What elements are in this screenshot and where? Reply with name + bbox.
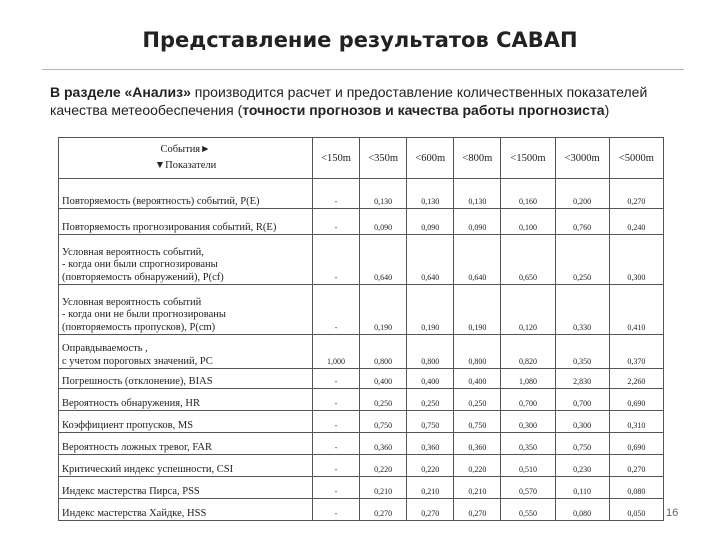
row-label-line: Повторяемость (вероятность) событий, P(E) [62, 195, 260, 207]
table-cell: 0,220 [407, 455, 454, 477]
table-cell: 0,190 [360, 285, 407, 335]
table-cell: - [313, 285, 360, 335]
table-cell: 0,370 [609, 335, 663, 369]
table-cell: 0,080 [609, 477, 663, 499]
table-cell: 0,800 [454, 335, 501, 369]
table-cell: 0,220 [454, 455, 501, 477]
table-cell: 0,120 [501, 285, 555, 335]
table-cell: 0,130 [454, 179, 501, 209]
table-cell: 2,830 [555, 369, 609, 389]
table-cell: 0,270 [609, 179, 663, 209]
table-cell: 0,300 [555, 411, 609, 433]
row-label [59, 477, 313, 499]
row-label-line: Коэффициент пропусков, MS [62, 419, 194, 431]
table-cell: 0,210 [360, 477, 407, 499]
table-row [59, 369, 664, 389]
table-row [59, 235, 664, 285]
table-cell: 0,270 [407, 499, 454, 521]
table-cell: 0,690 [609, 389, 663, 411]
column-header: <350m [360, 138, 407, 179]
table-row [59, 455, 664, 477]
table-cell: 0,090 [454, 209, 501, 235]
table-cell: 0,350 [555, 335, 609, 369]
table-cell: 0,270 [454, 499, 501, 521]
row-label [59, 335, 313, 369]
table-row [59, 433, 664, 455]
row-label [59, 235, 313, 285]
table-cell: 0,350 [501, 433, 555, 455]
table-cell: - [313, 433, 360, 455]
column-header: <800m [454, 138, 501, 179]
row-label [59, 389, 313, 411]
table-cell: 0,250 [360, 389, 407, 411]
table-row [59, 335, 664, 369]
row-label-line: - когда они не были прогнозированы [62, 309, 226, 320]
table-cell: - [313, 499, 360, 521]
column-header: <600m [407, 138, 454, 179]
row-label-line: - когда они были спрогнозированы [62, 259, 218, 270]
table-cell: 0,220 [360, 455, 407, 477]
table-row [59, 285, 664, 335]
table-cell: 0,510 [501, 455, 555, 477]
table-cell: 0,820 [501, 335, 555, 369]
row-label-line: с учетом пороговых значений, PC [62, 355, 213, 367]
table-cell: - [313, 477, 360, 499]
table-cell: 0,750 [407, 411, 454, 433]
table-cell: 0,090 [360, 209, 407, 235]
table-cell: 0,100 [501, 209, 555, 235]
column-header: <150m [313, 138, 360, 179]
column-header: <1500m [501, 138, 555, 179]
table-cell: - [313, 411, 360, 433]
row-label-line: Условная вероятность событий, [62, 246, 204, 258]
row-label [59, 455, 313, 477]
table-cell: 0,360 [454, 433, 501, 455]
table-cell: 0,550 [501, 499, 555, 521]
row-label [59, 499, 313, 521]
row-label-line: (повторяемость пропусков), P(cm) [62, 321, 216, 333]
table-cell: 0,270 [360, 499, 407, 521]
table-cell: 0,750 [360, 411, 407, 433]
table-cell: 1,000 [313, 335, 360, 369]
table-body [59, 179, 664, 521]
row-label-line: Оправдываемость , [62, 343, 148, 354]
table-cell: 0,760 [555, 209, 609, 235]
row-label-line: Индекс мастерства Пирса, PSS [62, 485, 200, 497]
table-cell: 0,230 [555, 455, 609, 477]
column-header: <3000m [555, 138, 609, 179]
row-label-line: Критический индекс успешности, CSI [62, 463, 234, 475]
title-divider [42, 69, 684, 70]
table-cell: 0,700 [501, 389, 555, 411]
page-number: 16 [666, 507, 679, 519]
table-cell: - [313, 235, 360, 285]
table-cell: 0,240 [609, 209, 663, 235]
table-cell: 0,250 [454, 389, 501, 411]
table-cell: 0,250 [555, 235, 609, 285]
row-label-line: Вероятность обнаружения, HR [62, 397, 200, 409]
table-row [59, 411, 664, 433]
table-cell: 0,690 [609, 433, 663, 455]
table-cell: - [313, 389, 360, 411]
slide-title: Представление результатов САВАП [142, 28, 578, 52]
table-cell: - [313, 179, 360, 209]
intro-paragraph [50, 83, 660, 119]
intro-text: производится расчет и предоставление количественных показателей качества метеообеспечения ( [50, 84, 648, 118]
table-row [59, 499, 664, 521]
table-cell: 0,750 [555, 433, 609, 455]
intro-text-end: ) [604, 102, 610, 118]
table-cell: 0,130 [360, 179, 407, 209]
table-cell: 0,640 [360, 235, 407, 285]
table-cell: 0,310 [609, 411, 663, 433]
row-label-line: (повторяемость обнаружений), P(cf) [62, 271, 224, 283]
row-label-line: Повторяемость прогнозирования событий, R(E) [62, 221, 277, 233]
table-cell: 0,400 [407, 369, 454, 389]
row-label [59, 179, 313, 209]
corner-events-label: События► [160, 144, 211, 155]
column-header: <5000m [609, 138, 663, 179]
table-cell: 0,400 [360, 369, 407, 389]
table-cell: 0,110 [555, 477, 609, 499]
header-row [59, 138, 664, 179]
table-cell: 0,800 [360, 335, 407, 369]
table-cell: 0,640 [454, 235, 501, 285]
intro-section-name: В разделе «Анализ» [50, 84, 191, 100]
table-row [59, 179, 664, 209]
table-cell: 0,270 [609, 455, 663, 477]
table-cell: 1,080 [501, 369, 555, 389]
row-label [59, 411, 313, 433]
table-cell: 0,330 [555, 285, 609, 335]
table-row [59, 477, 664, 499]
table-cell: 0,400 [454, 369, 501, 389]
table-row [59, 209, 664, 235]
table-cell: 0,300 [501, 411, 555, 433]
table-cell: 0,700 [555, 389, 609, 411]
table-cell: 2,260 [609, 369, 663, 389]
table-cell: 0,640 [407, 235, 454, 285]
table-cell: 0,130 [407, 179, 454, 209]
row-label [59, 285, 313, 335]
table-cell: 0,090 [407, 209, 454, 235]
row-label-line: Условная вероятность событий [62, 296, 202, 308]
row-label [59, 369, 313, 389]
table-cell: 0,210 [407, 477, 454, 499]
table-cell: 0,160 [501, 179, 555, 209]
table-cell: 0,190 [454, 285, 501, 335]
results-table [58, 137, 664, 521]
corner-indicators-label: ▼Показатели [154, 160, 217, 171]
table-cell: 0,250 [407, 389, 454, 411]
table-cell: 0,750 [454, 411, 501, 433]
table-cell: 0,360 [360, 433, 407, 455]
table-cell: 0,190 [407, 285, 454, 335]
table-cell: 0,050 [609, 499, 663, 521]
table-cell: 0,200 [555, 179, 609, 209]
table-cell: 0,570 [501, 477, 555, 499]
row-label-line: Погрешность (отклонение), BIAS [62, 375, 213, 387]
table-cell: 0,650 [501, 235, 555, 285]
table-cell: - [313, 209, 360, 235]
row-label [59, 209, 313, 235]
table-cell: 0,410 [609, 285, 663, 335]
row-label [59, 433, 313, 455]
table-row [59, 389, 664, 411]
row-label-line: Вероятность ложных тревог, FAR [62, 441, 212, 453]
table-cell: - [313, 455, 360, 477]
table-cell: - [313, 369, 360, 389]
table-cell: 0,080 [555, 499, 609, 521]
table-cell: 0,300 [609, 235, 663, 285]
row-label-line: Индекс мастерства Хайдке, HSS [62, 507, 207, 519]
table-cell: 0,210 [454, 477, 501, 499]
header-corner-cell [59, 138, 313, 179]
table-cell: 0,800 [407, 335, 454, 369]
table-cell: 0,360 [407, 433, 454, 455]
intro-emphasis: точности прогнозов и качества работы прогнозиста [242, 102, 605, 118]
